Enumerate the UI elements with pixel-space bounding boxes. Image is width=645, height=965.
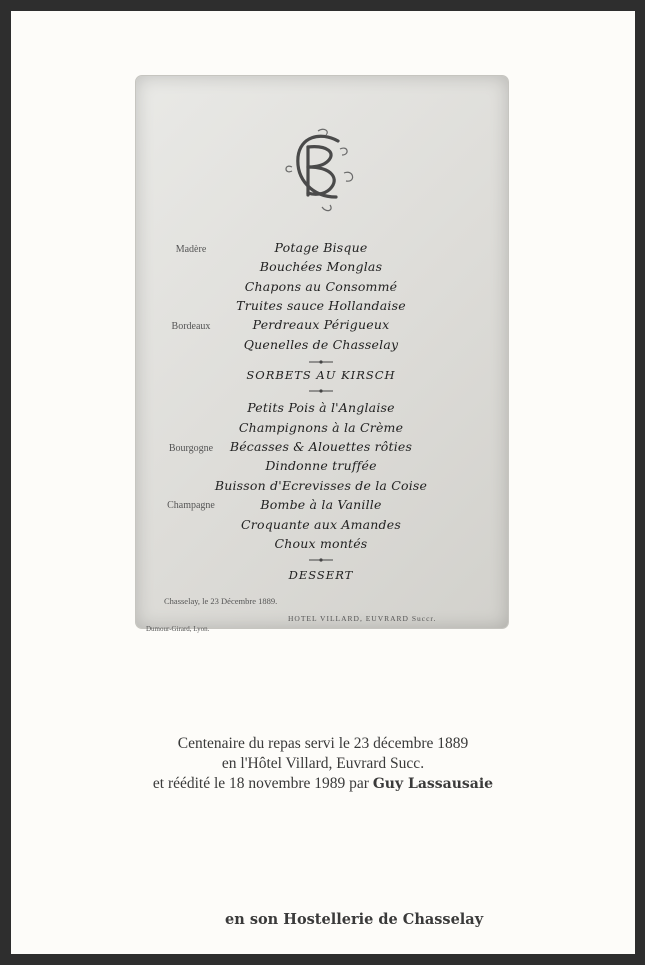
chef-name: Guy Lassausaie	[372, 776, 494, 792]
wine-bordeaux: Bordeaux	[171, 321, 211, 332]
separator-ornament	[309, 387, 333, 395]
course-item: Buisson d'Ecrevisses de la Coise	[214, 478, 428, 493]
caption-line-1: Centenaire du repas servi le 23 décembre 1889	[177, 735, 469, 752]
course-sorbet: SORBETS AU KIRSCH	[246, 368, 396, 382]
caption-line-3	[11, 775, 635, 793]
wine-madere: Madère	[175, 244, 207, 255]
menu-hotel-line: HOTEL VILLARD, EUVRARD Succr.	[288, 614, 437, 623]
menu-card	[135, 75, 509, 633]
monogram-icon	[278, 127, 364, 215]
course-item: Bombe à la Vanille	[260, 497, 382, 512]
separator-ornament	[309, 556, 333, 564]
page	[11, 11, 635, 954]
caption-line-3-prefix: et réédité le 18 novembre 1989 par	[152, 775, 369, 792]
course-item: Croquante aux Amandes	[241, 517, 401, 532]
hostellerie-line: en son Hostellerie de Chasselay	[225, 911, 484, 928]
course-item: Bécasses & Alouettes rôties	[229, 439, 413, 454]
wine-champagne: Champagne	[167, 500, 215, 511]
wine-bourgogne: Bourgogne	[168, 443, 214, 454]
course-item: Perdreaux Périgueux	[252, 317, 390, 332]
separator-ornament	[309, 358, 333, 366]
menu-printer-line: Dumour-Girard, Lyon.	[146, 625, 210, 633]
menu-date-line: Chasselay, le 23 Décembre 1889.	[164, 596, 278, 606]
course-item: Truites sauce Hollandaise	[236, 298, 406, 313]
course-item: Dindonne truffée	[265, 458, 377, 473]
course-item: Quenelles de Chasselay	[243, 337, 399, 352]
course-dessert: DESSERT	[288, 568, 354, 582]
course-item: Bouchées Monglas	[259, 259, 383, 274]
course-item: Petits Pois à l'Anglaise	[247, 400, 395, 415]
course-item: Choux montés	[274, 536, 368, 551]
course-item: Champignons à la Crème	[238, 420, 404, 435]
course-item: Chapons au Consommé	[244, 279, 398, 294]
course-item: Potage Bisque	[274, 240, 368, 255]
caption-line-2: en l'Hôtel Villard, Euvrard Succ.	[221, 755, 425, 772]
